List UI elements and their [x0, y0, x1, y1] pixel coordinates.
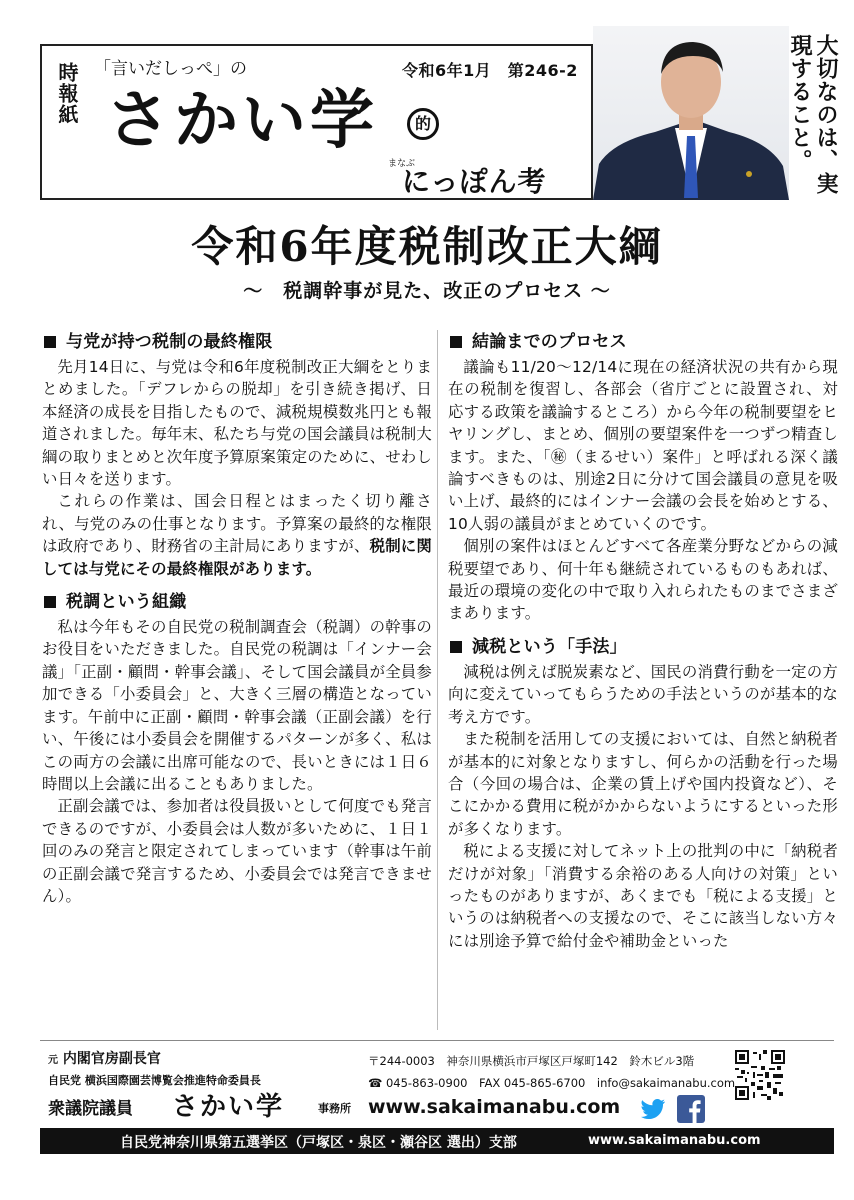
paragraph: 私は今年もその自民党の税制調査会（税調）の幹事のお役目をいただきました。自民党の税調は「インナー会議」「正副・顧問・幹事会議」、そして国会議員が全員参加できる「小委員会」と、大きく三層の構造となっています。午前中に正副・顧問・幹事会議（正副会議）を行い、午後には小委員会を開催するパターンが多く、私はこの両方の会議に出席可能なので、長いときには１日６時間以上会議に出ることもありました。 [42, 618, 432, 793]
section-heading-text: 減税という「手法」 [472, 636, 627, 657]
footer-bar [40, 1128, 834, 1154]
square-bullet-icon [44, 596, 56, 608]
office-address: 〒244-0003 神奈川県横浜市戸塚区戸塚町142 鈴木ビル3階 [368, 1054, 695, 1068]
former-title [48, 1048, 161, 1068]
newsletter-title: さかい学 [106, 84, 378, 158]
paragraph: 正副会議では、参加者は役員扱いとして何度でも発言できるのですが、小委員会は人数が多いために、１日１回のみの発言と限定されてしまっています（幹事は午前の正副会議で発言するため、小委員会では発言できません）。 [42, 797, 432, 905]
subheadline: ～ 税調幹事が見た、改正のプロセス ～ [243, 280, 611, 302]
headline: 令和6年度税制改正大綱 [191, 222, 663, 271]
office-suffix: 事務所 [318, 1102, 351, 1115]
website-link[interactable]: www.sakaimanabu.com [368, 1096, 621, 1118]
twitter-icon[interactable] [638, 1094, 668, 1124]
former-title-text: 内閣官房副長官 [62, 1051, 161, 1067]
section-heading [448, 330, 838, 354]
facebook-icon[interactable] [676, 1094, 706, 1124]
paragraph [42, 490, 432, 580]
section-heading [42, 330, 432, 354]
paragraph: 個別の案件はほとんどすべて各産業分野などからの減税要望であり、何十年も継続されているものもあれば、最近の環境の変化の中で取り入れられたものまでさまざまあります。 [448, 537, 838, 623]
slogan: 大切なのは、実現すること。 [787, 34, 838, 195]
teki-badge: 的 [407, 108, 439, 140]
masthead [40, 44, 593, 200]
left-column [42, 328, 432, 996]
section-heading-text: 与党が持つ税制の最終権限 [66, 332, 273, 352]
paragraph: 議論も11/20～12/14に現在の経済状況の共有から現在の税制を復習し、各部会（省庁ごとに設置され、対応する政策を議論するところ）から今年の税制要望をヒヤリングし、まとめ、個別の要望案件を一つずつ精査します。また、「㊙（まるせい）案件」と呼ばれる深く議論すべきものは、別途2日に分けて国会議員の意見を吸い上げ、最終的にはインナー会議の会長を始めとする、10人弱の議員がまとめていくのです。 [448, 358, 838, 533]
branch-name: 自民党神奈川県第五選挙区（戸塚区・泉区・瀬谷区 選出）支部 [120, 1135, 517, 1151]
vertical-label: 時報紙 [55, 62, 79, 125]
section-heading [42, 590, 432, 614]
column-divider [437, 330, 438, 1030]
paragraph: 減税は例えば脱炭素など、国民の消費行動を一定の方向に変えていってもらうための手法というのが基本的な考え方です。 [448, 662, 838, 726]
section-heading-text: 結論までのプロセス [472, 332, 627, 352]
paragraph: また税制を活用しての支援においては、自然と納税者が基本的に対象となりますし、何らかの活動を行った場合（今回の場合は、企業の賃上げや国内投資など）、そこにかかる費用に税がかからないようにするといった形が多くなります。 [448, 730, 838, 838]
paragraph-text: これらの作業は、国会日程とはまったく切り離され、与党のみの仕事となります。予算案の最終的な権限は政府であり、財務省の主計局にありますが、 [42, 492, 432, 556]
section-heading [448, 635, 838, 659]
square-bullet-icon [450, 641, 462, 653]
paragraph: 先月14日に、与党は令和6年度税制改正大綱をとりまとめました。「デフレからの脱却」を引き続き掲げ、日本経済の成長を目指したもので、減税規模数兆円とも報道されました。毎年末、私たち与党の国会議員は税制大綱の取りまとめと次年度予算原案策定のために、せわしい日々を送ります。 [42, 358, 432, 489]
series-name: にっぽん考 [402, 165, 547, 198]
masthead-kicker: 「言いだしっぺ」の [94, 59, 247, 79]
issue-number: 令和6年1月 第246-2 [402, 61, 578, 80]
qr-code [735, 1050, 785, 1100]
office-name: さかい学 [172, 1092, 285, 1122]
right-column [448, 328, 838, 1036]
contact-line: ☎ 045-863-0900 FAX 045-865-6700 info@sakaimanabu.com [368, 1076, 736, 1090]
section-heading-text: 税調という組織 [66, 592, 187, 613]
paragraph: 税による支援に対してネット上の批判の中に「納税者だけが対象」「消費する余裕のある人向けの対策」といったものがありますが、あくまでも「税による支援」というのは納税者への支援なので、そこに該当しない方々には別途予算で給付金や補助金といった [448, 842, 838, 950]
emphasis-text: 税制に関しては与党にその最終権限があります。 [42, 537, 432, 578]
office-label: 衆議院議員 [48, 1099, 133, 1119]
footer-divider [40, 1040, 834, 1041]
title-furigana: まなぶ [388, 159, 416, 169]
square-bullet-icon [450, 336, 462, 348]
square-bullet-icon [44, 336, 56, 348]
former-prefix: 元 [48, 1055, 58, 1066]
committee-title: 自民党 横浜国際園芸博覧会推進特命委員長 [48, 1074, 261, 1087]
footer-website-link[interactable]: www.sakaimanabu.com [588, 1133, 761, 1148]
